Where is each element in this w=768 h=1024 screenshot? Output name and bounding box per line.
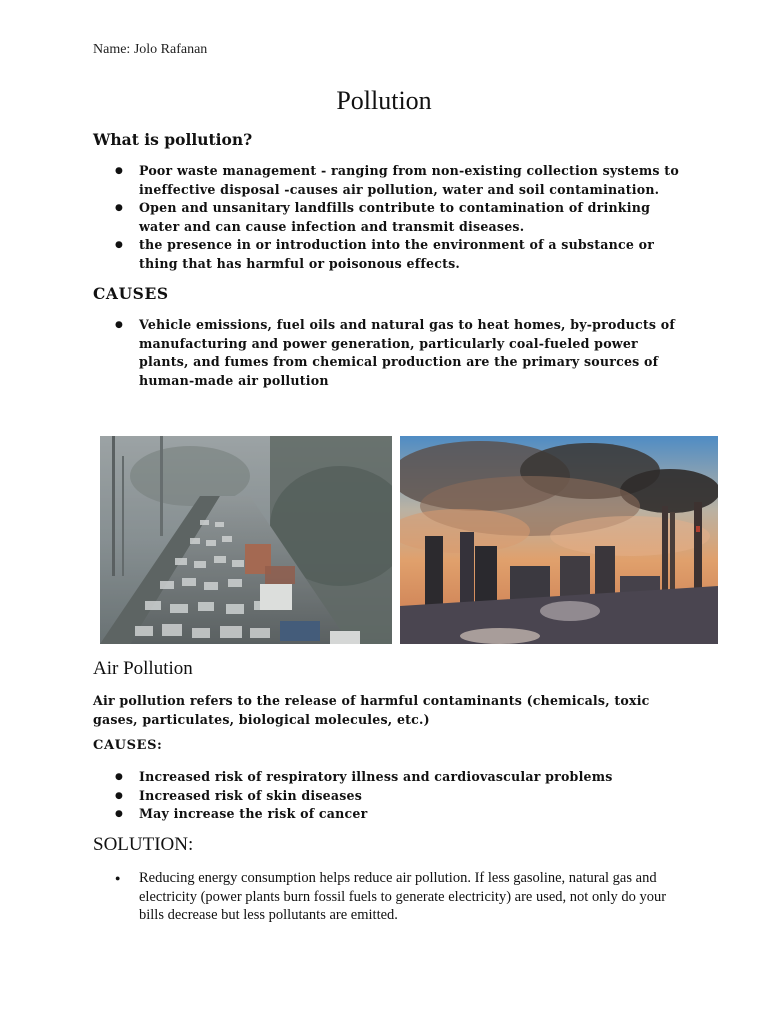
- solution-heading: SOLUTION:: [93, 834, 194, 855]
- factory-smoke-photo: [400, 436, 718, 644]
- list-item: ● Poor waste management - ranging from non-existing collection systems to ineffective disposal -causes air pollution, water and soil contamination.: [93, 162, 683, 199]
- list-item: ● the presence in or introduction into the environment of a substance or thing that has harmful or poisonous effects.: [93, 236, 683, 273]
- air-pollution-heading: Air Pollution: [93, 658, 193, 679]
- author-name: Name: Jolo Rafanan: [93, 42, 208, 57]
- causes-heading: CAUSES: [93, 284, 169, 303]
- list-item: ● Increased risk of skin diseases: [93, 787, 683, 806]
- air-pollution-definition: Air pollution refers to the release of harmful contaminants (chemicals, toxic gases, particulates, biological molecules, etc.): [93, 693, 650, 727]
- causes-list: [93, 316, 683, 390]
- list-item: ● May increase the risk of cancer: [93, 805, 683, 824]
- traffic-smog-photo: [100, 436, 392, 644]
- what-is-pollution-heading: What is pollution?: [93, 130, 253, 149]
- list-item: ● Reducing energy consumption helps reduce air pollution. If less gasoline, natural gas and electricity (power plants burn fossil fuels to generate electricity) are used, not only do your bills decrease but less pollutants are emitted.: [93, 869, 683, 925]
- solution-list: [93, 869, 683, 925]
- what-is-list: [93, 162, 683, 273]
- air-causes-list: [93, 768, 683, 824]
- list-item: ● Open and unsanitary landfills contribute to contamination of drinking water and can cause infection and transmit diseases.: [93, 199, 683, 236]
- list-item: ● Increased risk of respiratory illness and cardiovascular problems: [93, 768, 683, 787]
- air-causes-heading: CAUSES:: [93, 738, 163, 753]
- list-item: ● Vehicle emissions, fuel oils and natural gas to heat homes, by-products of manufacturing and power generation, particularly coal-fueled power plants, and fumes from chemical production are the primary sources of human-made air pollution: [93, 316, 683, 390]
- page-title: Pollution: [336, 86, 432, 115]
